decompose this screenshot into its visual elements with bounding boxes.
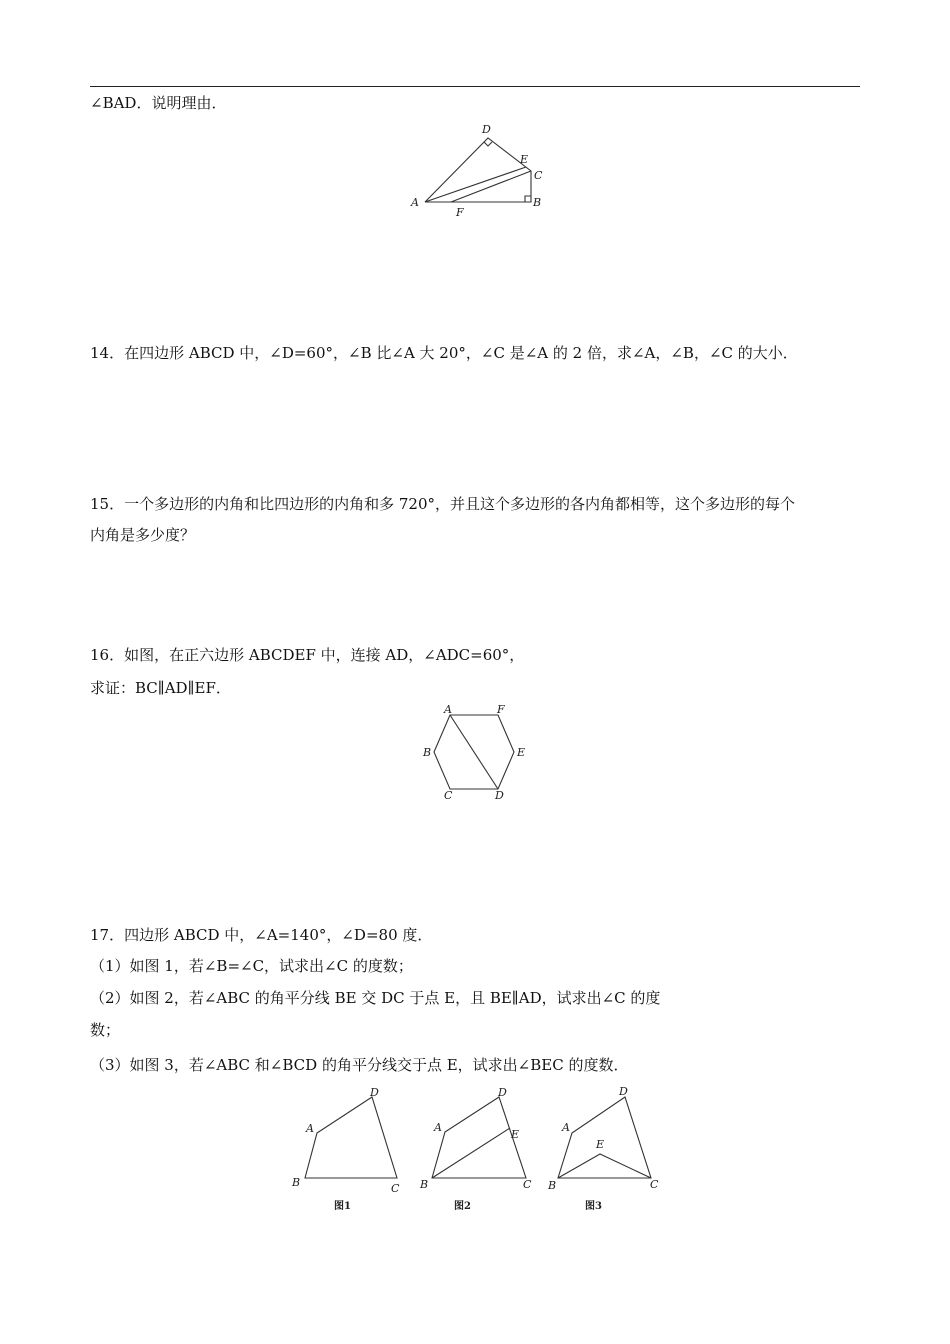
diagonal-ad (450, 715, 498, 789)
label-b: B (533, 196, 542, 209)
label-b: B (420, 1178, 429, 1191)
label-a: A (444, 703, 452, 716)
label-c: C (444, 789, 453, 802)
label-e: E (517, 746, 526, 759)
header-rule (90, 86, 860, 87)
label-f: F (456, 206, 464, 219)
text-line-3: 15．一个多边形的内角和比四边形的内角和多 720°，并且这个多边形的各内角都相等，这个多边形的每个 (90, 495, 795, 513)
label-c: C (391, 1182, 400, 1195)
bisectors-meet-e (558, 1154, 651, 1178)
text-line-7: 17．四边形 ABCD 中，∠A=140°，∠D=80 度． (90, 926, 433, 944)
label-a: A (434, 1121, 442, 1134)
label-d: D (370, 1086, 379, 1099)
quad-3-outline (558, 1097, 651, 1178)
text-line-11: （3）如图 3，若∠ABC 和∠BCD 的角平分线交于点 E，试求出∠BEC 的度数． (90, 1056, 629, 1074)
right-angle-mark-b (525, 196, 531, 202)
figure-quad-3 (545, 1082, 670, 1217)
label-c: C (523, 1178, 532, 1191)
text-line-2: 14．在四边形 ABCD 中，∠D=60°，∠B 比∠A 大 20°，∠C 是∠A 的 2 倍，求∠A，∠B，∠C 的大小． (90, 344, 798, 362)
text-line-10: 数； (90, 1021, 121, 1039)
caption-1: 图1 (334, 1201, 351, 1212)
label-e: E (511, 1128, 520, 1141)
label-a: A (411, 196, 419, 209)
caption-3: 图3 (585, 1201, 602, 1212)
label-d: D (482, 123, 491, 136)
label-a: A (562, 1121, 570, 1134)
text-line-1: ∠BAD．说明理由． (90, 94, 227, 112)
triangle-outline (425, 138, 531, 202)
label-d: D (498, 1086, 507, 1099)
figure-quad-1 (290, 1082, 415, 1217)
segment-fc (451, 171, 531, 202)
label-d: D (619, 1085, 628, 1098)
figure-quad-2 (418, 1082, 543, 1217)
text-line-8: （1）如图 1，若∠B=∠C，试求出∠C 的度数； (90, 957, 413, 975)
figure-hexagon (418, 700, 528, 805)
right-angle-mark-d (484, 142, 492, 146)
label-c: C (650, 1178, 659, 1191)
label-c: C (534, 169, 543, 182)
text-line-9: （2）如图 2，若∠ABC 的角平分线 BE 交 DC 于点 E，且 BE∥AD，试求出∠C 的度 (90, 989, 661, 1007)
caption-2: 图2 (454, 1201, 471, 1212)
label-d: D (495, 789, 504, 802)
label-b: B (548, 1179, 557, 1192)
label-e: E (520, 153, 529, 166)
label-b: B (423, 746, 432, 759)
quad-1-outline (305, 1097, 397, 1178)
label-e: E (596, 1138, 605, 1151)
figure-triangle (405, 118, 555, 223)
label-a: A (306, 1122, 314, 1135)
label-b: B (292, 1176, 301, 1189)
segment-ae (425, 167, 526, 202)
label-f: F (497, 703, 505, 716)
text-line-6: 求证：BC∥AD∥EF． (90, 679, 231, 697)
text-line-5: 16．如图，在正六边形 ABCDEF 中，连接 AD，∠ADC=60°， (90, 646, 525, 664)
text-line-4: 内角是多少度？ (90, 526, 196, 544)
